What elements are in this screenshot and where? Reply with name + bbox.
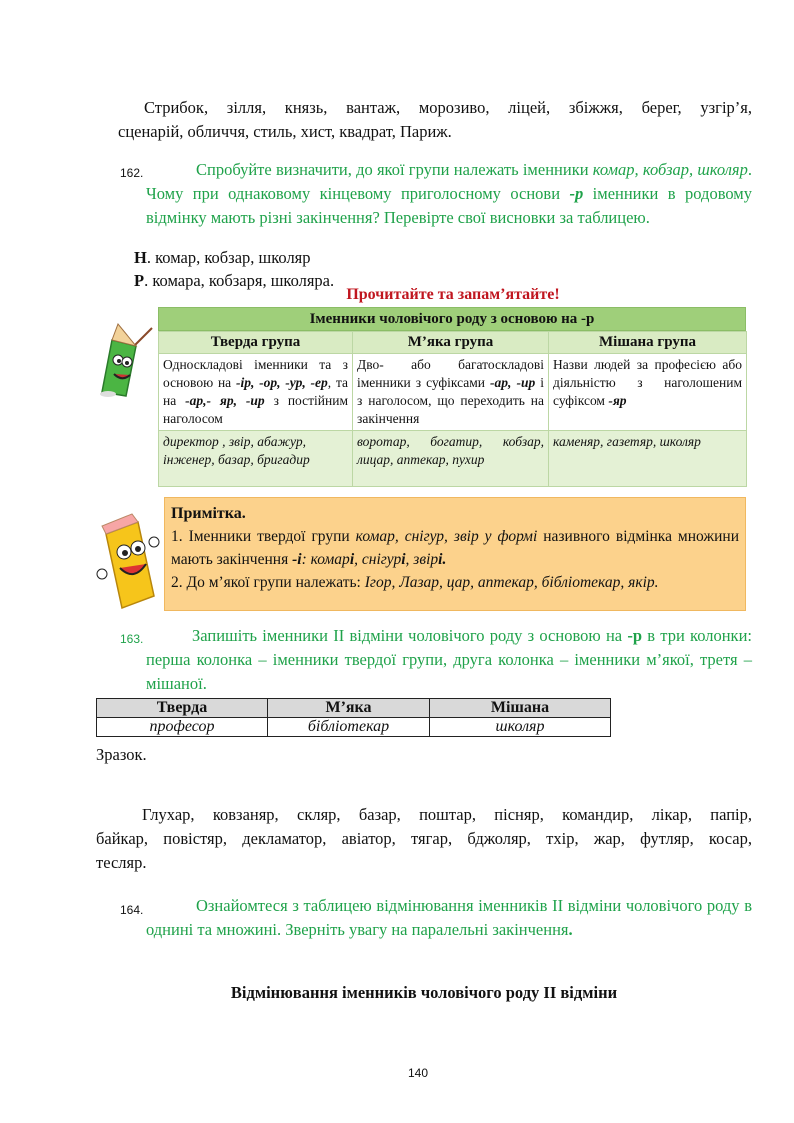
sample-header-hard: Тверда: [97, 699, 268, 718]
sample-cell-hard: професор: [97, 718, 268, 737]
exercise-162-number: 162.: [120, 166, 144, 180]
intro-words-line1: Стрибок, зілля, князь, вантаж, морозиво, ліцей, збіжжя, берег, узгір’я,: [144, 98, 752, 117]
declension-title: Відмінювання іменників чоловічого роду ІІ відміни: [230, 983, 618, 1002]
intro-words-line2: сценарій, обличчя, стиль, хист, квадрат, Париж.: [118, 122, 452, 141]
rule-soft-description: Дво- або багатоскладові іменники з суфіксами -ар, -ир і з наголосом, що переходить на закінчення: [353, 354, 549, 431]
rule-mixed-description: Назви людей за професією або діяльністю з наголошеним суфіксом -яр: [549, 354, 747, 431]
note-box: [164, 497, 746, 611]
exercise-162-text: Спробуйте визначити, до якої групи належать іменники комар, кобзар, школяр. Чому при однаковому кінцевому приголосному основи -р іменники в родовому відмінку мають різні закінчення? Перевірте свої висновки за таблицею.: [146, 160, 752, 227]
exercise-163-words-line3: тесляр.: [96, 853, 147, 872]
rule-header-hard: Тверда група: [159, 332, 353, 354]
pencil-mascot-icon: [92, 322, 160, 398]
rule-hard-examples: директор , звір, абажур, інженер, базар, бригадир: [159, 431, 353, 487]
exercise-164-text: Ознайомтеся з таблицею відмінювання іменників ІІ відміни чоловічого роду в однині та множині. Зверніть увагу на паралельні закінчення.: [146, 896, 752, 939]
sample-header-soft: М’яка: [268, 699, 430, 718]
read-remember-title: Прочитайте та запам’ятайте!: [346, 286, 560, 303]
sample-header-mixed: Мішана: [430, 699, 611, 718]
rule-mixed-examples: каменяр, газетяр, школяр: [549, 431, 747, 487]
genitive-line: Р. комара, кобзаря, школяра.: [134, 271, 335, 290]
exercise-164-number: 164.: [120, 903, 144, 917]
nominative-line: Н. комар, кобзар, школяр: [134, 248, 311, 267]
rule-table: [158, 331, 747, 487]
yellow-pencil-mascot-icon: [92, 512, 164, 612]
note-line-1: 1. Іменники твердої групи комар, снігур, звір у формі називного відмінка множини мають закінчення -і: комарі, снігурі, звірі.: [171, 528, 739, 568]
note-line-2: 2. До м’якої групи належать: Ігор, Лазар, цар, аптекар, бібліотекар, якір.: [171, 574, 659, 591]
sample-label: Зразок.: [96, 745, 147, 764]
page-number: 140: [407, 1066, 429, 1080]
exercise-163-words-line2: байкар, повістяр, декламатор, авіатор, тягар, бджоляр, тхір, жар, футляр, косар,: [96, 829, 752, 848]
sample-cell-soft: бібліотекар: [268, 718, 430, 737]
rule-hard-description: Односкладові іменники та з основою на -ір, -ор, -ур, -ер, та на -ар,- яр, -ир з постійним наголосом: [159, 354, 353, 431]
note-title: Примітка.: [171, 505, 246, 522]
rule-table-container: [158, 307, 746, 487]
exercise-163-number: 163.: [120, 632, 144, 646]
sample-cell-mixed: школяр: [430, 718, 611, 737]
rule-header-mixed: Мішана група: [549, 332, 747, 354]
exercise-163-words-line1: Глухар, ковзаняр, скляр, базар, поштар, пісняр, командир, лікар, папір,: [142, 805, 752, 824]
rule-table-title: Іменники чоловічого роду з основою на -р: [158, 307, 746, 331]
rule-header-soft: М’яка група: [353, 332, 549, 354]
exercise-163-text: Запишіть іменники ІІ відміни чоловічого роду з основою на -р в три колонки: перша колонка – іменники твердої групи, друга колонка – іменники м’якої, третя – мішаної.: [146, 626, 752, 693]
rule-soft-examples: воротар, богатир, кобзар, лицар, аптекар, пухир: [353, 431, 549, 487]
sample-table: [96, 698, 611, 737]
